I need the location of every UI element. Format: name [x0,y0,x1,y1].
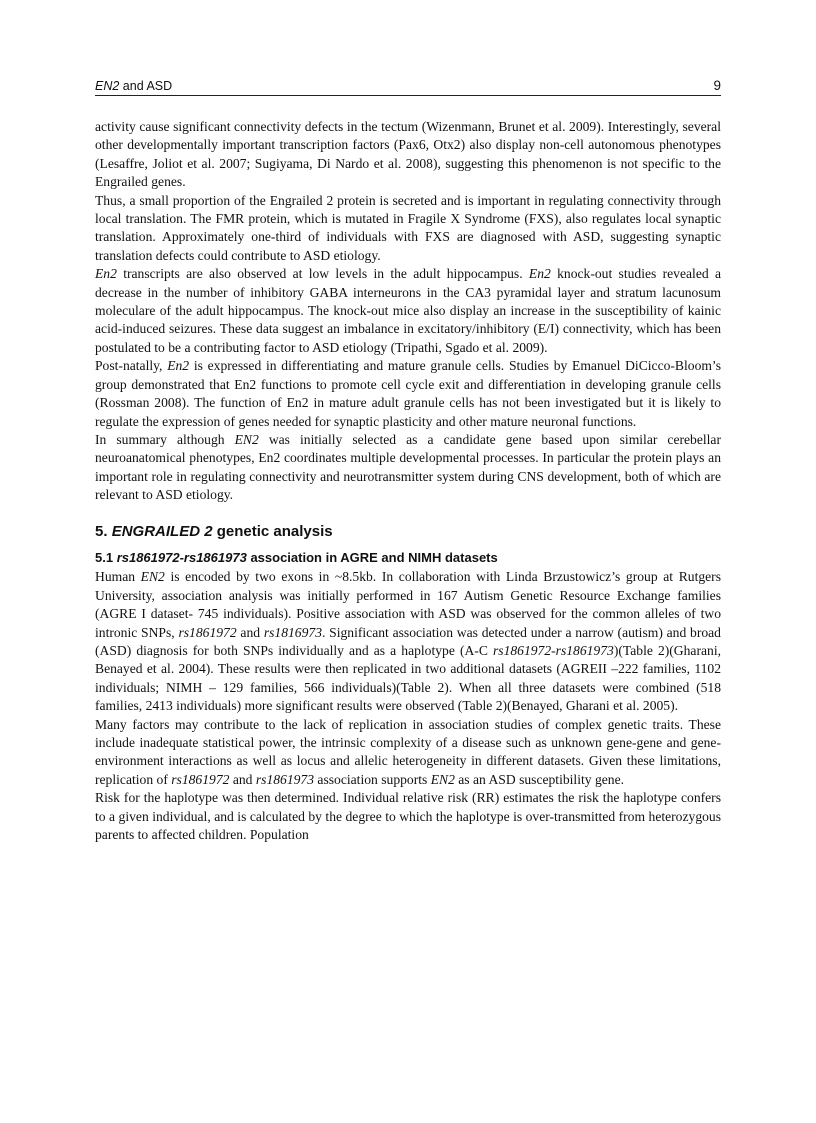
running-title-gene: EN2 [95,79,120,93]
paragraph-1: activity cause significant connectivity defects in the tectum (Wizenmann, Brunet et al. 2009). Interestingly, several other developmentally important transcription factors (Pax6, Otx2) also display non-cell autonomous phenotypes (Lesaffre, Joliot et al. 2007; Sugiyama, Di Nardo et al. 2008), suggesting this phenomenon is not specific to the Engrailed genes. [95,119,721,190]
snp-italic: rs1861972-rs1861973 [492,642,614,658]
text-span: . Significant association was detected under a narrow (autism) and broad (ASD) diagnosis for both SNPs individually and as a haplotype (A-C [95,624,721,658]
running-header [95,78,721,96]
text-span: Human [95,569,141,585]
paragraph-7 [95,716,721,790]
snp-italic: rs1816973 [263,624,322,640]
snp-italic: rs1861973 [255,771,315,787]
gene-italic: EN2 [234,431,259,447]
page [95,78,721,844]
subsection-snps: rs1861972-rs1861973 [116,549,247,565]
text-span: transcripts are also observed at low levels in the adult hippocampus. [116,266,529,282]
subsection-title-rest: association in AGRE and NIMH datasets [246,549,498,565]
paragraph-5 [95,431,721,505]
section-title-rest: genetic analysis [212,522,333,540]
page-number: 9 [713,78,721,93]
body-text [95,118,721,844]
text-span: is expressed in differentiating and mature granule cells. Studies by Emanuel DiCicco-Bloom’s group demonstrated that En2 functions to promote cell cycle exit and differentiation in developing granule cells (Rossman 2008). The function of En2 in mature adult granule cells has not been investigated but it is likely to regulate the expression of genes needed for synaptic plasticity and other mature neuronal functions. [95,358,722,429]
snp-italic: rs1861972 [171,771,230,787]
paragraph-8: Risk for the haplotype was then determined. Individual relative risk (RR) estimates the risk the haplotype confers to a given individual, and is calculated by the degree to which the haplotype is over-transmitted from heterozygous parents to affected children. Population [95,790,721,843]
text-span: and [229,771,256,787]
text-span: Post-natally, [95,358,168,374]
gene-italic: En2 [95,266,117,282]
gene-italic: EN2 [140,569,165,585]
text-span: as an ASD susceptibility gene. [454,771,625,787]
gene-italic: EN2 [430,771,455,787]
snp-italic: rs1861972 [178,624,237,640]
section-number: 5. [95,522,112,540]
paragraph-3 [95,265,721,357]
running-title-rest: and ASD [119,79,173,93]
text-span: In summary although [95,431,235,447]
text-span: )(Table 2)(Gharani, Benayed et al. 2004). These results were then replicated in two additional datasets (AGREII –222 families, 1102 individuals; NIMH – 129 families, 566 individuals)(Table 2). When all three datasets were combined (518 families, 2413 individuals) more significant results were observed (Table 2)(Benayed, Gharani et al. 2005). [95,642,721,714]
paragraph-4 [95,357,721,431]
text-span: Many factors may contribute to the lack of replication in association studies of complex genetic traits. These include inadequate statistical power, the intrinsic complexity of a disease such as unknown gene-gene and gene-environment interactions as well as locus and allelic heterogeneity in different datasets. Given these limitations, replication of [95,716,721,787]
section-gene: ENGRAILED 2 [111,522,213,540]
text-span: is encoded by two exons in ~8.5kb. In collaboration with Linda Brzustowicz’s group at Rutgers University, association analysis was initially performed in 167 Autism Genetic Resource Exchange families (AGRE I dataset- 745 individuals). Positive association with ASD was observed for the common alleles of two intronic SNPs, [95,569,721,640]
text-span: and [236,624,264,640]
subsection-number: 5.1 [95,549,117,565]
running-title [95,79,172,93]
paragraph-6 [95,568,721,715]
gene-italic: En2 [528,266,551,282]
paragraph-2: Thus, a small proportion of the Engrailed 2 protein is secreted and is important in regulating connectivity through local translation. The FMR protein, which is mutated in Fragile X Syndrome (FXS), also regulates local synaptic translation. Approximately one-third of individuals with FXS are diagnosed with ASD, suggesting synaptic translation defects could contribute to ASD etiology. [95,192,721,263]
subsection-heading-5-1 [95,549,721,567]
gene-italic: En2 [167,358,190,374]
text-span: association supports [314,771,431,787]
section-heading-5 [95,523,721,541]
text-span: was initially selected as a candidate gene based upon similar cerebellar neuroanatomical phenotypes, En2 coordinates multiple developmental processes. In particular the protein plays an important role in regulating connectivity and neurotransmitter system during CNS development, both of which are relevant to ASD etiology. [95,431,721,503]
text-span: knock-out studies revealed a decrease in the number of inhibitory GABA interneurons in the CA3 pyramidal layer and stratum lacunosum moleculare of the adult hippocampus. The knock-out mice also display an increase in the susceptibility of kainic acid-induced seizures. These data suggest an imbalance in excitatory/inhibitory (E/I) connectivity, which has been postulated to be a contributing factor to ASD etiology (Tripathi, Sgado et al. 2009). [95,266,721,355]
